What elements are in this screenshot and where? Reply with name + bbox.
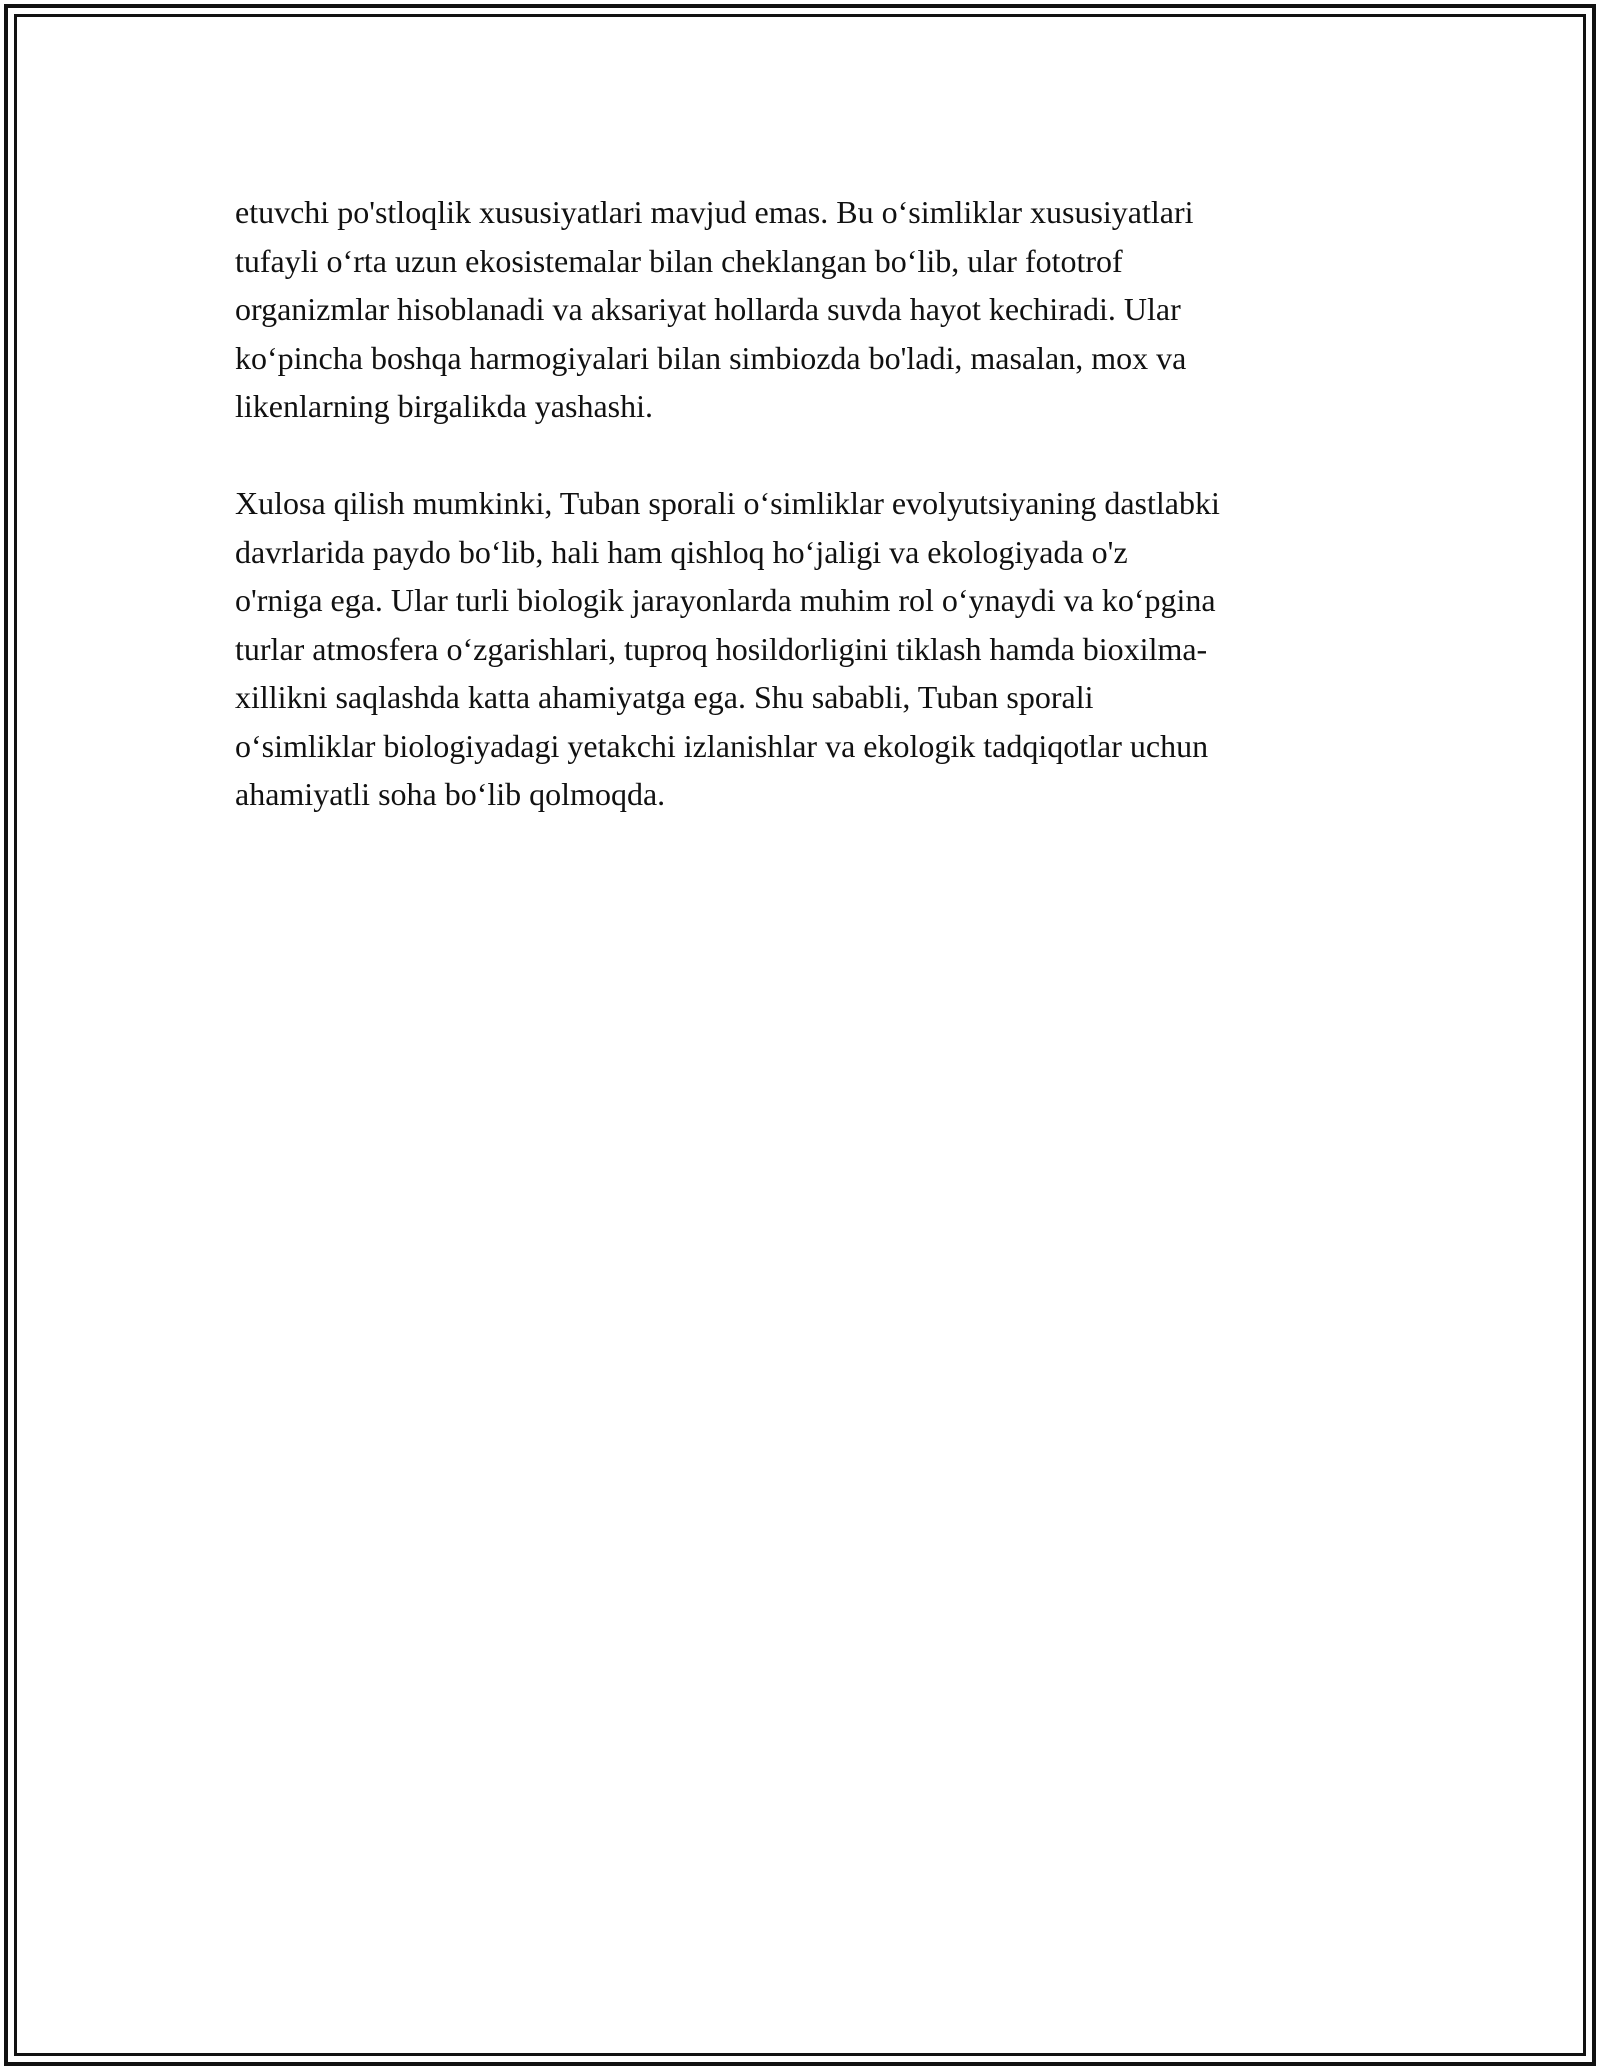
paragraph-1: etuvchi po'stloqlik xususiyatlari mavjud emas. Bu o‘simliklar xususiyatlari tufayli o‘rta uzun ekosistemalar bilan cheklangan bo‘lib, ular fototrof organizmlar hisoblanadi va aksariyat hollarda suvda hayot kechiradi. Ular ko‘pincha boshqa harmogiyalari bilan simbiozda bo'ladi, masalan, mox va likenlarning birgalikda yashashi. — [235, 194, 1194, 424]
document-body — [235, 188, 1375, 819]
paragraph-2: Xulosa qilish mumkinki, Tuban sporali o‘simliklar evolyutsiyaning dastlabki davrlarida paydo bo‘lib, hali ham qishloq ho‘jaligi va ekologiyada o'z o'rniga ega. Ular turli biologik jarayonlarda muhim rol o‘ynaydi va ko‘pgina turlar atmosfera o‘zgarishlari, tuproq hosildorligini tiklash hamda bioxilma- xillikni saqlashda katta ahamiyatga ega. Shu sababli, Tuban sporali o‘simliklar biologiyadagi yetakchi izlanishlar va ekologik tadqiqotlar uchun ahamiyatli soha bo‘lib qolmoqda. — [235, 485, 1220, 812]
